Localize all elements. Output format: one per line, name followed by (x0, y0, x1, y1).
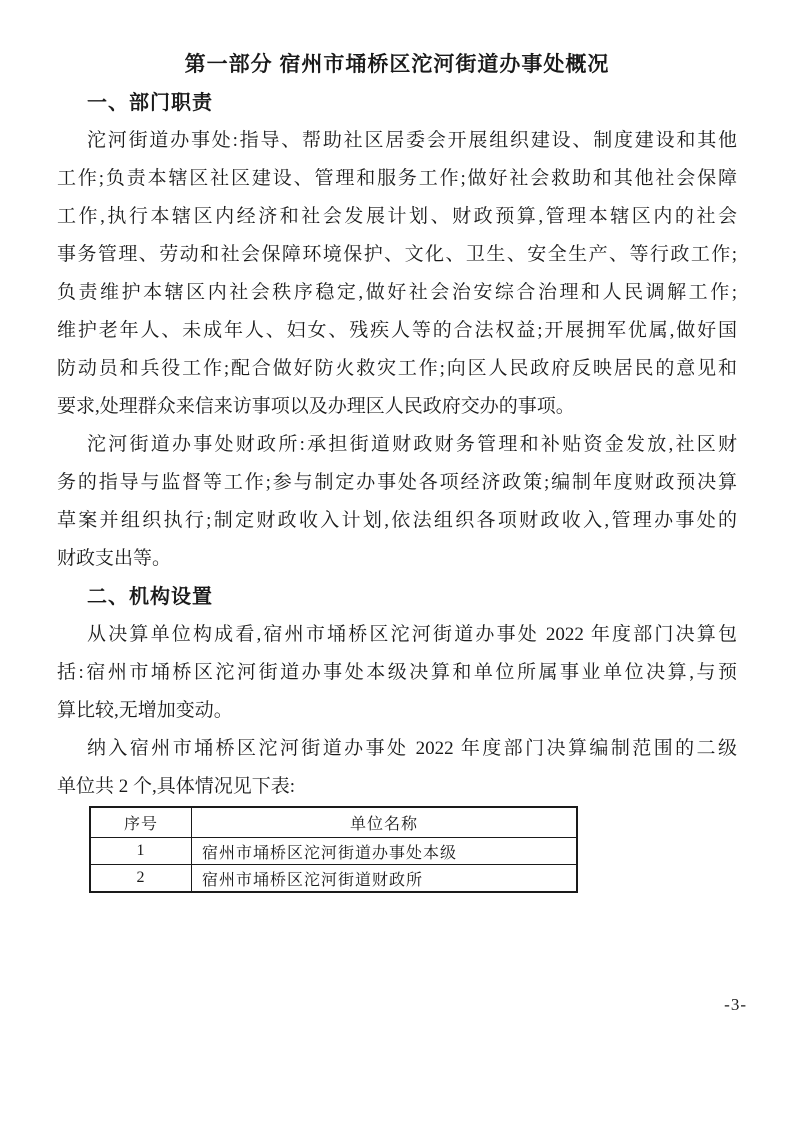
units-table-body (90, 838, 577, 893)
section-2-paragraph-2-line-1: 纳入宿州市埇桥区沱河街道办事处 2022 年度部门决算编制范围的二级 (87, 738, 737, 759)
section-1-paragraph-2-line-3: 草案并组织执行;制定财政收入计划,依法组织各项财政收入,管理办事处的 (57, 510, 737, 531)
document-body (57, 84, 737, 806)
units-table-row-1-index: 1 (90, 838, 192, 865)
section-1-paragraph-2-line-4: 财政支出等。 (57, 548, 172, 569)
units-table-row-2-index: 2 (90, 865, 192, 893)
document-title: 第一部分 宿州市埇桥区沱河街道办事处概况 (184, 53, 610, 76)
page-number: -3- (724, 995, 747, 1014)
units-table (89, 806, 578, 893)
section-heading-2: 二、机构设置 (87, 586, 213, 608)
units-table-head (90, 807, 577, 838)
section-2-paragraph-1-line-3: 算比较,无增加变动。 (57, 700, 233, 721)
section-1-paragraph-1-line-1: 沱河街道办事处:指导、帮助社区居委会开展组织建设、制度建设和其他 (87, 130, 737, 151)
section-2-paragraph-1-line-2: 括:宿州市埇桥区沱河街道办事处本级决算和单位所属事业单位决算,与预 (57, 662, 737, 683)
section-1-paragraph-1-line-4: 事务管理、劳动和社会保障环境保护、文化、卫生、安全生产、等行政工作; (57, 244, 737, 265)
units-table-row-2-name: 宿州市埇桥区沱河街道财政所 (192, 865, 578, 893)
section-1-paragraph-1-line-2: 工作;负责本辖区社区建设、管理和服务工作;做好社会救助和其他社会保障 (57, 168, 737, 189)
section-2-paragraph-2-line-2: 单位共 2 个,具体情况见下表: (57, 776, 296, 797)
units-table-header-row (90, 807, 577, 838)
units-table-row-1-name: 宿州市埇桥区沱河街道办事处本级 (192, 838, 578, 865)
units-table-header-name: 单位名称 (192, 807, 578, 838)
section-2-paragraph-1-line-1: 从决算单位构成看,宿州市埇桥区沱河街道办事处 2022 年度部门决算包 (87, 624, 737, 645)
section-1-paragraph-2-line-1: 沱河街道办事处财政所:承担街道财政财务管理和补贴资金发放,社区财 (87, 434, 737, 455)
section-1-paragraph-1-line-3: 工作,执行本辖区内经济和社会发展计划、财政预算,管理本辖区内的社会 (57, 206, 737, 227)
document-content (57, 46, 737, 893)
units-table-header-index: 序号 (90, 807, 192, 838)
units-table-row-1 (90, 838, 577, 865)
section-1-paragraph-2-line-2: 务的指导与监督等工作;参与制定办事处各项经济政策;编制年度财政预决算 (57, 472, 737, 493)
section-1-paragraph-1-line-7: 防动员和兵役工作;配合做好防火救灾工作;向区人民政府反映居民的意见和 (57, 358, 737, 379)
units-table-row-2 (90, 865, 577, 893)
section-1-paragraph-1-line-8: 要求,处理群众来信来访事项以及办理区人民政府交办的事项。 (57, 396, 575, 417)
section-1-paragraph-1-line-5: 负责维护本辖区内社会秩序稳定,做好社会治安综合治理和人民调解工作; (57, 282, 737, 303)
section-heading-1: 一、部门职责 (87, 92, 213, 114)
section-1-paragraph-1-line-6: 维护老年人、未成年人、妇女、残疾人等的合法权益;开展拥军优属,做好国 (57, 320, 737, 341)
